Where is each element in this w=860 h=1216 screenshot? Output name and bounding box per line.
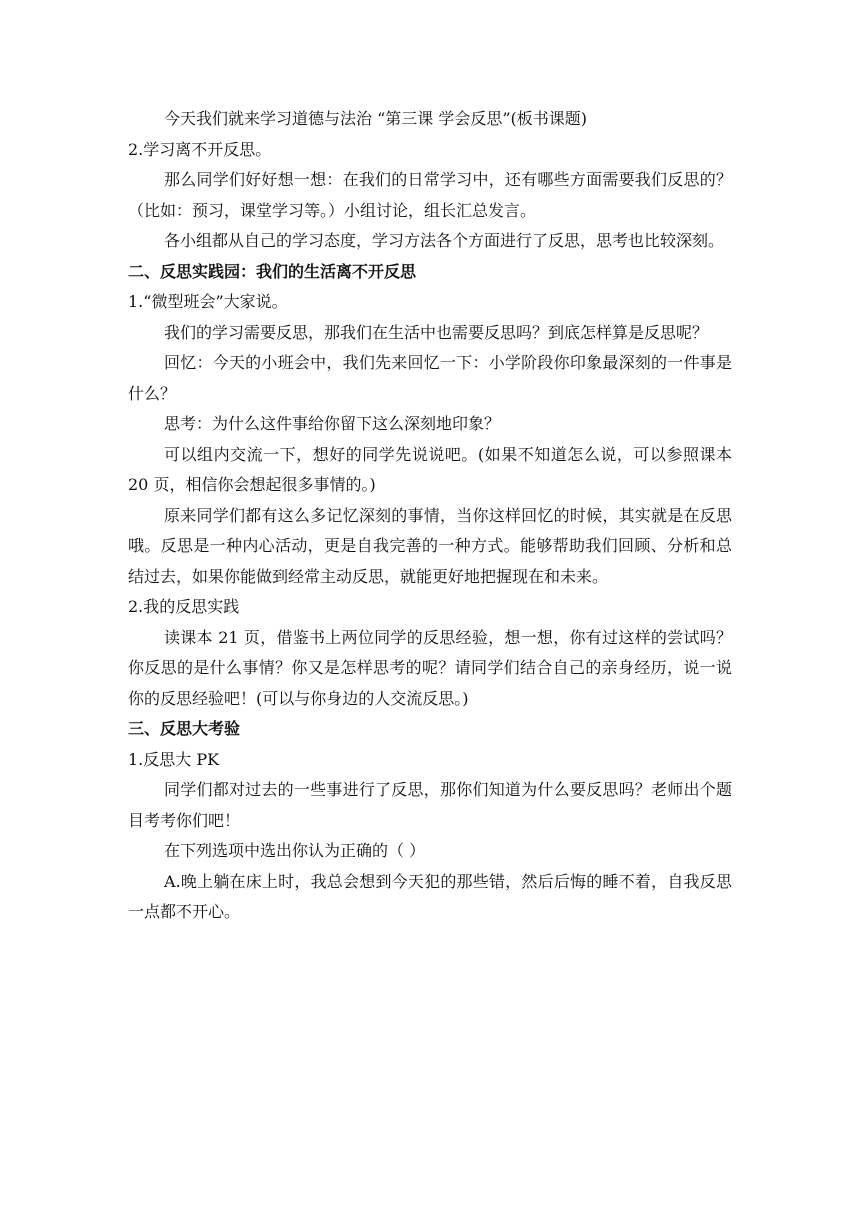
section-heading-3: 三、反思大考验 (128, 719, 241, 738)
subsection-1-pk: 1.反思大 PK (128, 749, 220, 769)
option-a: A.晚上躺在床上时，我总会想到今天犯的那些错，然后后悔的睡不着，自我反思一点都不开心。 (128, 871, 732, 921)
paragraph-recall: 回忆：今天的小班会中，我们先来回忆一下：小学阶段你印象最深刻的一件事是什么？ (128, 353, 732, 403)
paragraph-reflect-learning: 那么同学们好好想一想：在我们的日常学习中，还有哪些方面需要我们反思的？（比如：预习，课堂学习等。）小组讨论，组长汇总发言。 (128, 170, 732, 220)
subsection-2-practice: 2.我的反思实践 (128, 597, 240, 616)
subsection-2-learning: 2.学习离不开反思。 (128, 139, 272, 159)
paragraph-group-reflection: 各小组都从自己的学习态度，学习方法各个方面进行了反思，思考也比较深刻。 (164, 231, 725, 250)
paragraph-quiz-intro: 同学们都对过去的一些事进行了反思，那你们知道为什么要反思吗？老师出个题目考考你们吧！ (128, 780, 732, 830)
document-page (128, 104, 732, 928)
paragraph-choose-option: 在下列选项中选出你认为正确的（ ） (164, 841, 426, 860)
paragraph-reflection-meaning: 原来同学们都有这么多记忆深刻的事情，当你这样回忆的时候，其实就是在反思哦。反思是一种内心活动，更是自我完善的一种方式。能够帮助我们回顾、分析和总结过去，如果你能做到经常主动反思，就能更好地把握现在和未来。 (128, 505, 732, 586)
paragraph-group-exchange: 可以组内交流一下，想好的同学先说说吧。(如果不知道怎么说，可以参照课本 20 页，相信你会想起很多事情的。) (128, 444, 732, 494)
paragraph-life-reflection: 我们的学习需要反思，那我们在生活中也需要反思吗？到底怎样算是反思呢？ (164, 322, 709, 342)
subsection-1-class-meeting: 1.“微型班会”大家说。 (128, 292, 288, 311)
section-heading-2: 二、反思实践园：我们的生活离不开反思 (128, 261, 417, 281)
lesson-title-paragraph: 今天我们就来学习道德与法治 “第三课 学会反思”(板书课题) (164, 109, 588, 128)
paragraph-think: 思考：为什么这件事给你留下这么深刻地印象？ (164, 414, 501, 433)
paragraph-read-textbook: 读课本 21 页，借鉴书上两位同学的反思经验，想一想，你有过这样的尝试吗？你反思的是什么事情？你又是怎样思考的呢？请同学们结合自己的亲身经历，说一说你的反思经验吧！(可以与你身边的人交流反思。) (128, 627, 732, 708)
